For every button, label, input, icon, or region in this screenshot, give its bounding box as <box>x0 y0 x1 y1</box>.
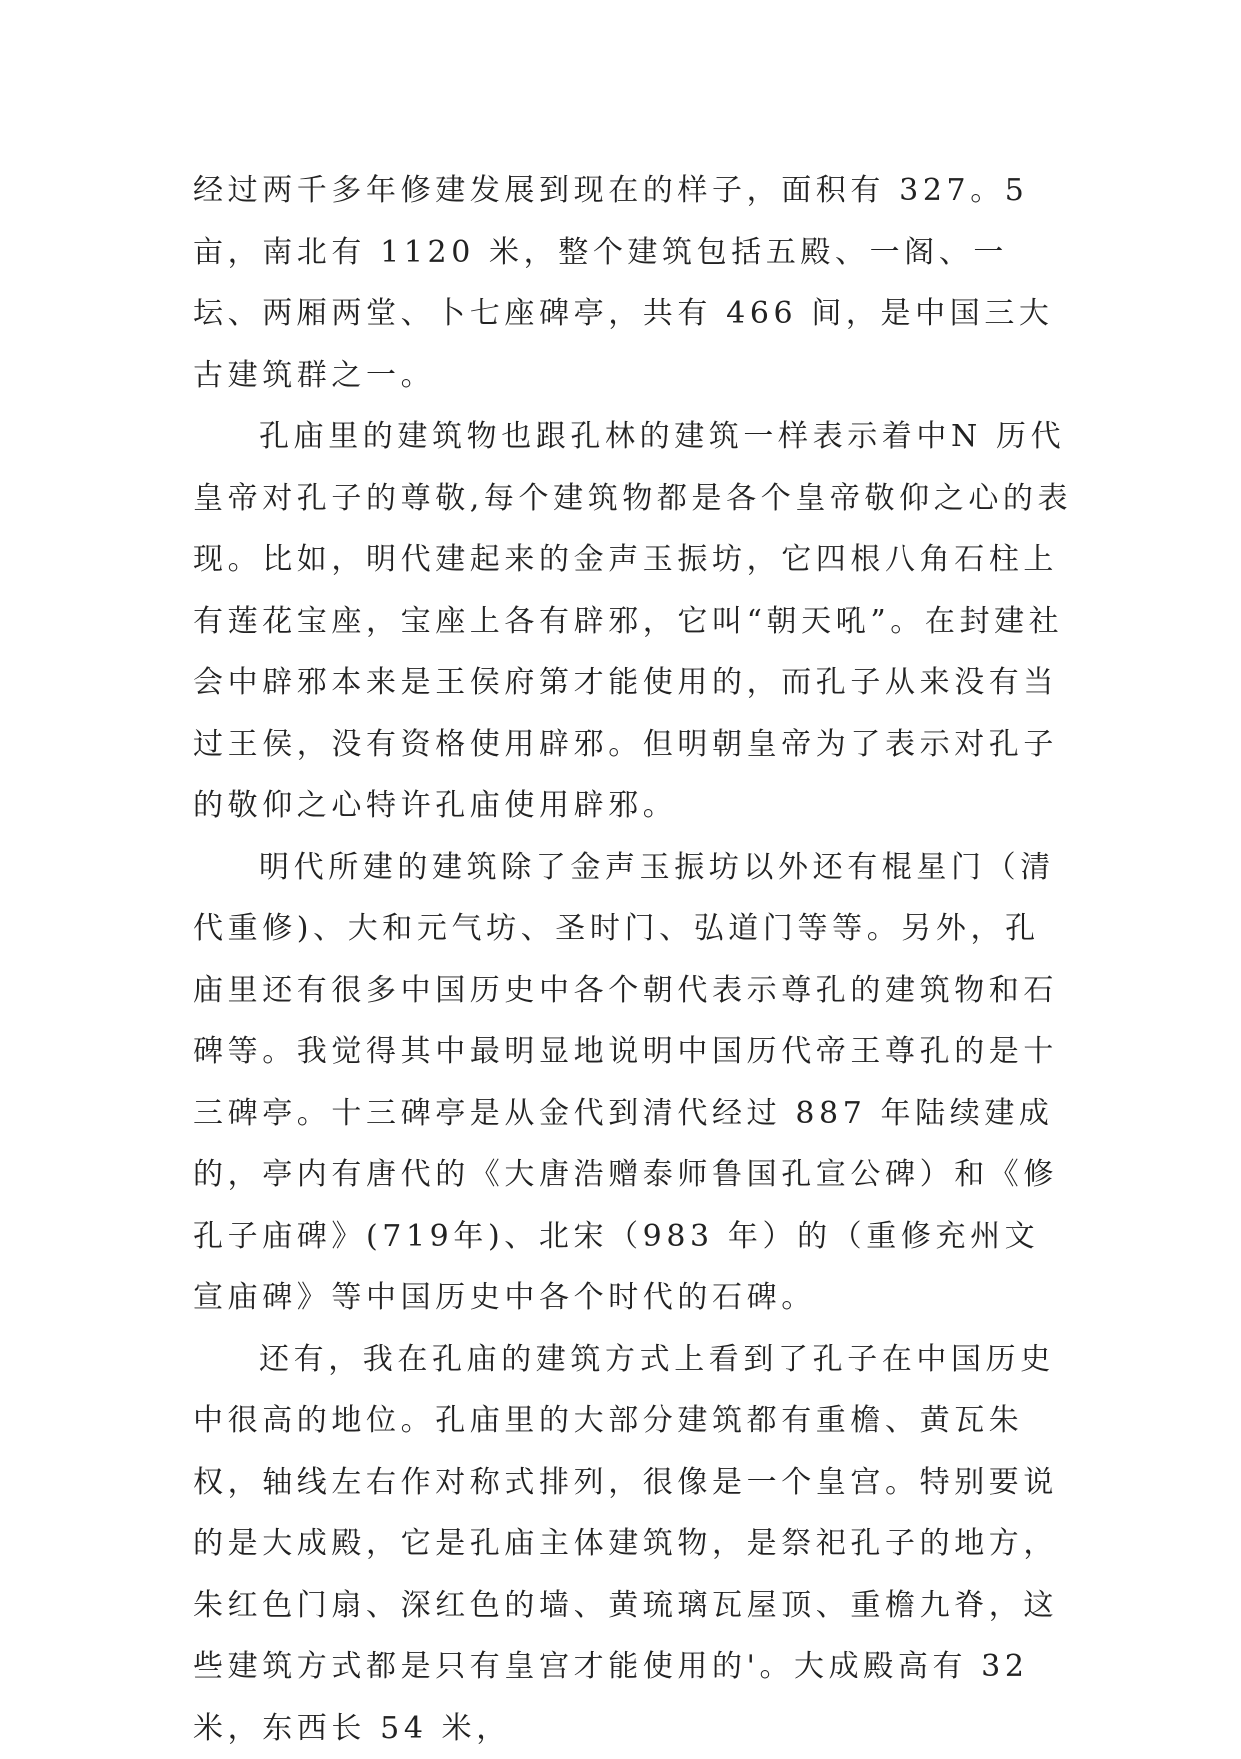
paragraph: 明代所建的建筑除了金声玉振坊以外还有棍星门（清代重修)、大和元气坊、圣时门、弘道门等等。另外，孔庙里还有很多中国历史中各个朝代表示尊孔的建筑物和石碑等。我觉得其中最明显地说明中国历代帝王尊孔的是十三碑亭。十三碑亭是从金代到清代经过 887 年陆续建成的，亭内有唐代的《大唐浩赠泰师鲁国孔宣公碑）和《修孔子庙碑》(719年)、北宋（983 年）的（重修充州文宣庙碑》等中国历史中各个时代的石碑。 <box>193 837 1073 1329</box>
paragraph: 还有，我在孔庙的建筑方式上看到了孔子在中国历史中很高的地位。孔庙里的大部分建筑都有重檐、黄瓦朱权，轴线左右作对称式排列，很像是一个皇宫。特别要说的是大成殿，它是孔庙主体建筑物，是祭祀孔子的地方，朱红色门扇、深红色的墙、黄琉璃瓦屋顶、重檐九脊，这些建筑方式都是只有皇宫才能使用的'。大成殿高有 32 米，东西长 54 米， <box>193 1329 1073 1759</box>
paragraph: 孔庙里的建筑物也跟孔林的建筑一样表示着中N 历代皇帝对孔子的尊敬,每个建筑物都是各个皇帝敬仰之心的表现。比如，明代建起来的金声玉振坊，它四根八角石柱上有莲花宝座，宝座上各有辟邪，它叫“朝天吼”。在封建社会中辟邪本来是王侯府第才能使用的，而孔子从来没有当过王侯，没有资格使用辟邪。但明朝皇帝为了表示对孔子的敬仰之心特许孔庙使用辟邪。 <box>193 406 1073 837</box>
document-body <box>193 160 1073 1759</box>
paragraph-continued: 经过两千多年修建发展到现在的样子，面积有 327。5 亩，南北有 1120 米，整个建筑包括五殿、一阁、一坛、两厢两堂、卜七座碑亭，共有 466 间，是中国三大古建筑群之一。 <box>193 160 1073 406</box>
